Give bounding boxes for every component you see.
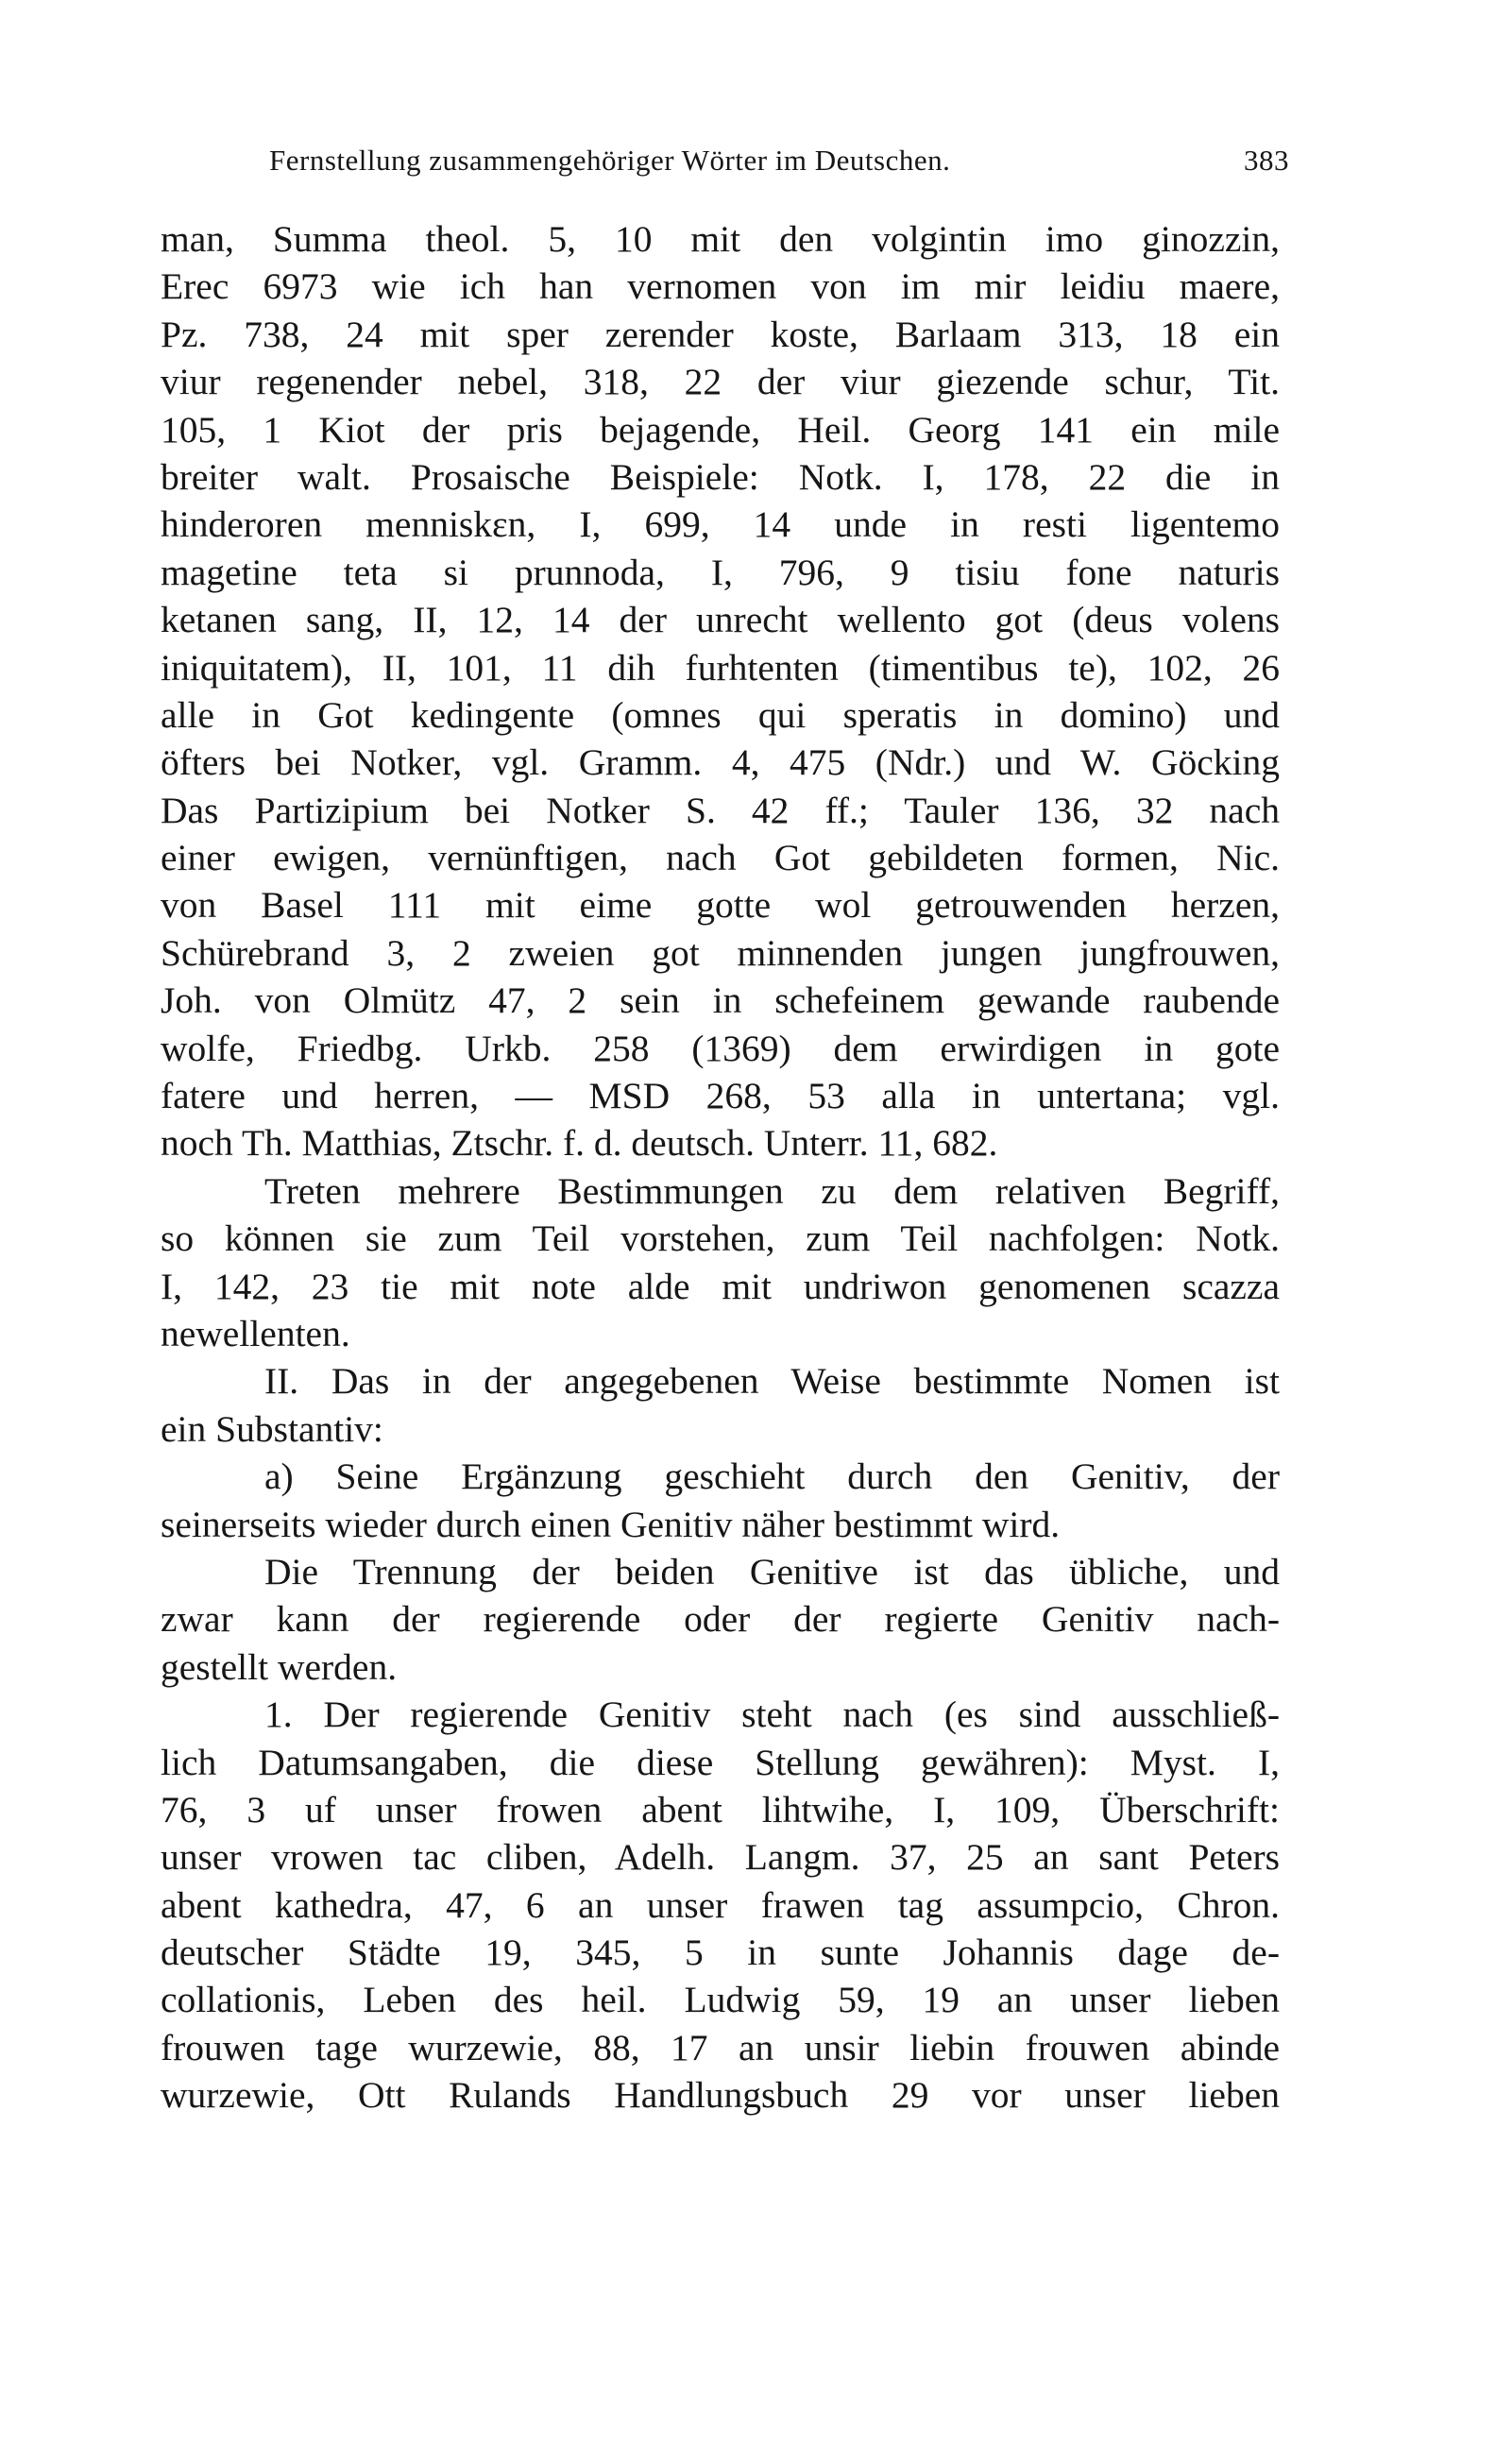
text-line: gestellt werden. bbox=[161, 1645, 398, 1688]
text-line: unser vrowen tac cliben, Adelh. Langm. 37, 25 an sant Peters bbox=[161, 1836, 1280, 1879]
text-line: Joh. von Olmütz 47, 2 sein in schefeinem gewande raubende bbox=[161, 979, 1280, 1022]
text-line: seinerseits wieder durch einen Genitiv näher bestimmt wird. bbox=[161, 1503, 1061, 1545]
text-line: Treten mehrere Bestimmungen zu dem relativen Begriff, bbox=[264, 1169, 1280, 1212]
text-line: noch Th. Matthias, Ztschr. f. d. deutsch. Unterr. 11, 682. bbox=[161, 1122, 998, 1165]
text-line: 105, 1 Kiot der pris bejagende, Heil. Georg 141 ein mile bbox=[161, 408, 1280, 451]
text-line: Pz. 738, 24 mit sper zerender koste, Barlaam 313, 18 ein bbox=[161, 313, 1280, 355]
text-line: öfters bei Notker, vgl. Gramm. 4, 475 (Ndr.) und W. Göcking bbox=[161, 741, 1280, 784]
text-line: fatere und herren, — MSD 268, 53 alla in untertana; vgl. bbox=[161, 1075, 1280, 1117]
text-line: Die Trennung der beiden Genitive ist das übliche, und bbox=[264, 1550, 1280, 1592]
text-line: Schürebrand 3, 2 zweien got minnenden jungen jungfrouwen, bbox=[161, 931, 1280, 974]
page-header bbox=[269, 132, 1289, 179]
text-line: deutscher Städte 19, 345, 5 in sunte Johannis dage de- bbox=[161, 1932, 1280, 1974]
text-line: einer ewigen, vernünftigen, nach Got gebildeten formen, Nic. bbox=[161, 837, 1280, 879]
text-line: 1. Der regierende Genitiv steht nach (es sind ausschließ- bbox=[264, 1694, 1280, 1736]
text-line: I, 142, 23 tie mit note alde mit undriwon genomenen scazza bbox=[161, 1265, 1280, 1307]
text-line: wurzewie, Ott Rulands Handlungsbuch 29 vor unser lieben bbox=[161, 2074, 1280, 2117]
text-line: von Basel 111 mit eime gotte wol getrouwenden herzen, bbox=[161, 884, 1280, 927]
text-line: wolfe, Friedbg. Urkb. 258 (1369) dem erwirdigen in gote bbox=[161, 1027, 1280, 1069]
text-line: alle in Got kedingente (omnes qui speratis in domino) und bbox=[161, 693, 1280, 736]
text-line: viur regenender nebel, 318, 22 der viur giezende schur, Tit. bbox=[161, 361, 1280, 403]
page-number: 383 bbox=[1244, 144, 1289, 177]
text-line: frouwen tage wurzewie, 88, 17 an unsir liebin frouwen abinde bbox=[161, 2026, 1280, 2068]
text-line: ketanen sang, II, 12, 14 der unrecht wellento got (deus volens bbox=[161, 599, 1280, 641]
text-line: newellenten. bbox=[161, 1312, 350, 1354]
text-line: II. Das in der angegebenen Weise bestimmte Nomen ist bbox=[264, 1360, 1280, 1403]
text-line: so können sie zum Teil vorstehen, zum Teil nachfolgen: Notk. bbox=[161, 1217, 1280, 1260]
text-line: man, Summa theol. 5, 10 mit den volgintin imo ginozzin, bbox=[161, 218, 1280, 260]
text-line: a) Seine Ergänzung geschieht durch den Genitiv, der bbox=[264, 1455, 1280, 1498]
text-line: zwar kann der regierende oder der regierte Genitiv nach- bbox=[161, 1598, 1280, 1641]
text-line: magetine teta si prunnoda, I, 796, 9 tisiu fone naturis bbox=[161, 551, 1280, 593]
text-line: lich Datumsangaben, die diese Stellung gewähren): Myst. I, bbox=[161, 1741, 1280, 1783]
text-line: abent kathedra, 47, 6 an unser frawen tag assumpcio, Chron. bbox=[161, 1883, 1280, 1926]
text-line: breiter walt. Prosaische Beispiele: Notk. I, 178, 22 die in bbox=[161, 455, 1280, 498]
running-title: Fernstellung zusammengehöriger Wörter im Deutschen. bbox=[269, 144, 951, 177]
text-line: collationis, Leben des heil. Ludwig 59, 19 an unser lieben bbox=[161, 1979, 1280, 2021]
text-line: Erec 6973 wie ich han vernomen von im mir leidiu maere, bbox=[161, 265, 1280, 308]
text-line: Das Partizipium bei Notker S. 42 ff.; Tauler 136, 32 nach bbox=[161, 789, 1280, 831]
body-text bbox=[161, 215, 1280, 2119]
text-line: iniquitatem), II, 101, 11 dih furhtenten (timentibus te), 102, 26 bbox=[161, 646, 1280, 689]
text-line: ein Substantiv: bbox=[161, 1407, 383, 1450]
text-line: hinderoren menniskɛn, I, 699, 14 unde in resti ligentemo bbox=[161, 503, 1280, 546]
text-line: 76, 3 uf unser frowen abent lihtwihe, I, 109, Überschrift: bbox=[161, 1788, 1280, 1830]
